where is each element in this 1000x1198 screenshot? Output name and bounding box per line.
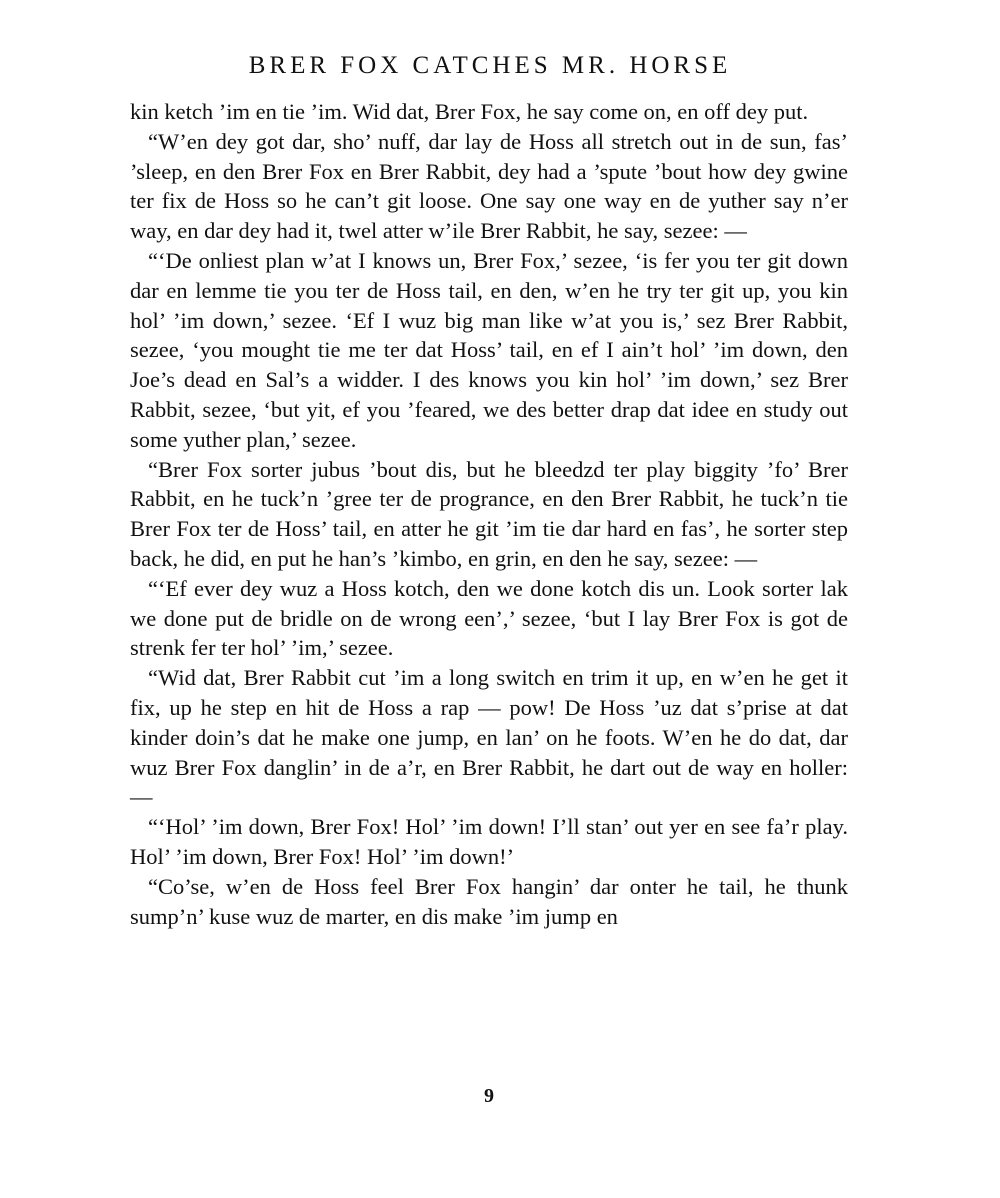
paragraph-6: “Wid dat, Brer Rabbit cut ’im a long switch en trim it up, en w’en he get it fix, up he step en hit de Hoss a rap — pow! De Hoss ’uz dat s’prise at dat kinder doin’s dat he make one jump, en lan’ on he foots. W’en he do dat, dar wuz Brer Fox danglin’ in de a’r, en Brer Rabbit, he dart out de way en holler: — [130,665,848,810]
paragraph-7: “‘Hol’ ’im down, Brer Fox! Hol’ ’im down! I’ll stan’ out yer en see fa’r play. Hol’ ’im down, Brer Fox! Hol’ ’im down!’ [130,814,848,869]
paragraph-1: kin ketch ’im en tie ’im. Wid dat, Brer Fox, he say come on, en off dey put. [130,99,809,124]
running-head: BRER FOX CATCHES MR. HORSE [248,52,732,79]
paragraph-8: “Co’se, w’en de Hoss feel Brer Fox hangin’ dar onter he tail, he thunk sump’n’ kuse wuz de marter, en dis make ’im jump en [130,873,848,929]
page-number: 9 [484,1085,494,1107]
paragraph-5: “‘Ef ever dey wuz a Hoss kotch, den we done kotch dis un. Look sorter lak we done put de bridle on de wrong een’,’ sezee, ‘but I lay Brer Fox is got de strenk fer ter hol’ ’im,’ sezee. [130,575,848,661]
paragraph-2: “W’en dey got dar, sho’ nuff, dar lay de Hoss all stretch out in de sun, fas’ ’sleep, en den Brer Fox en Brer Rabbit, dey had a ’spute ’bout how dey gwine ter fix de Hoss so he can’t git loose. One say one way en de yuther say n’er way, en dar dey had it, twel atter w’ile Brer Rabbit, he say, sezee: — [130,128,848,244]
paragraph-3: “‘De onliest plan w’at I knows un, Brer Fox,’ sezee, ‘is fer you ter git down dar en lemme tie you ter de Hoss tail, en den, w’en he try ter git up, you kin hol’ ’im down,’ sezee. ‘Ef I wuz big man like w’at you is,’ sez Brer Rabbit, sezee, ‘you mought tie me ter dat Hoss’ tail, en ef I ain’t hol’ ’im down, den Joe’s dead en Sal’s a widder. I des knows you kin hol’ ’im down,’ sez Brer Rabbit, sezee, ‘but yit, ef you ’feared, we des better drap dat idee en study out some yuther plan,’ sezee. [130,247,848,452]
paragraph-4: “Brer Fox sorter jubus ’bout dis, but he bleedzd ter play biggity ’fo’ Brer Rabbit, en he tuck’n ’gree ter de progrance, en den Brer Rabbit, he tuck’n tie Brer Fox ter de Hoss’ tail, en atter he git ’im tie dar hard en fas’, he sorter step back, he did, en put he han’s ’kimbo, en grin, en den he say, sezee: — [130,456,848,571]
body-text [130,97,848,931]
